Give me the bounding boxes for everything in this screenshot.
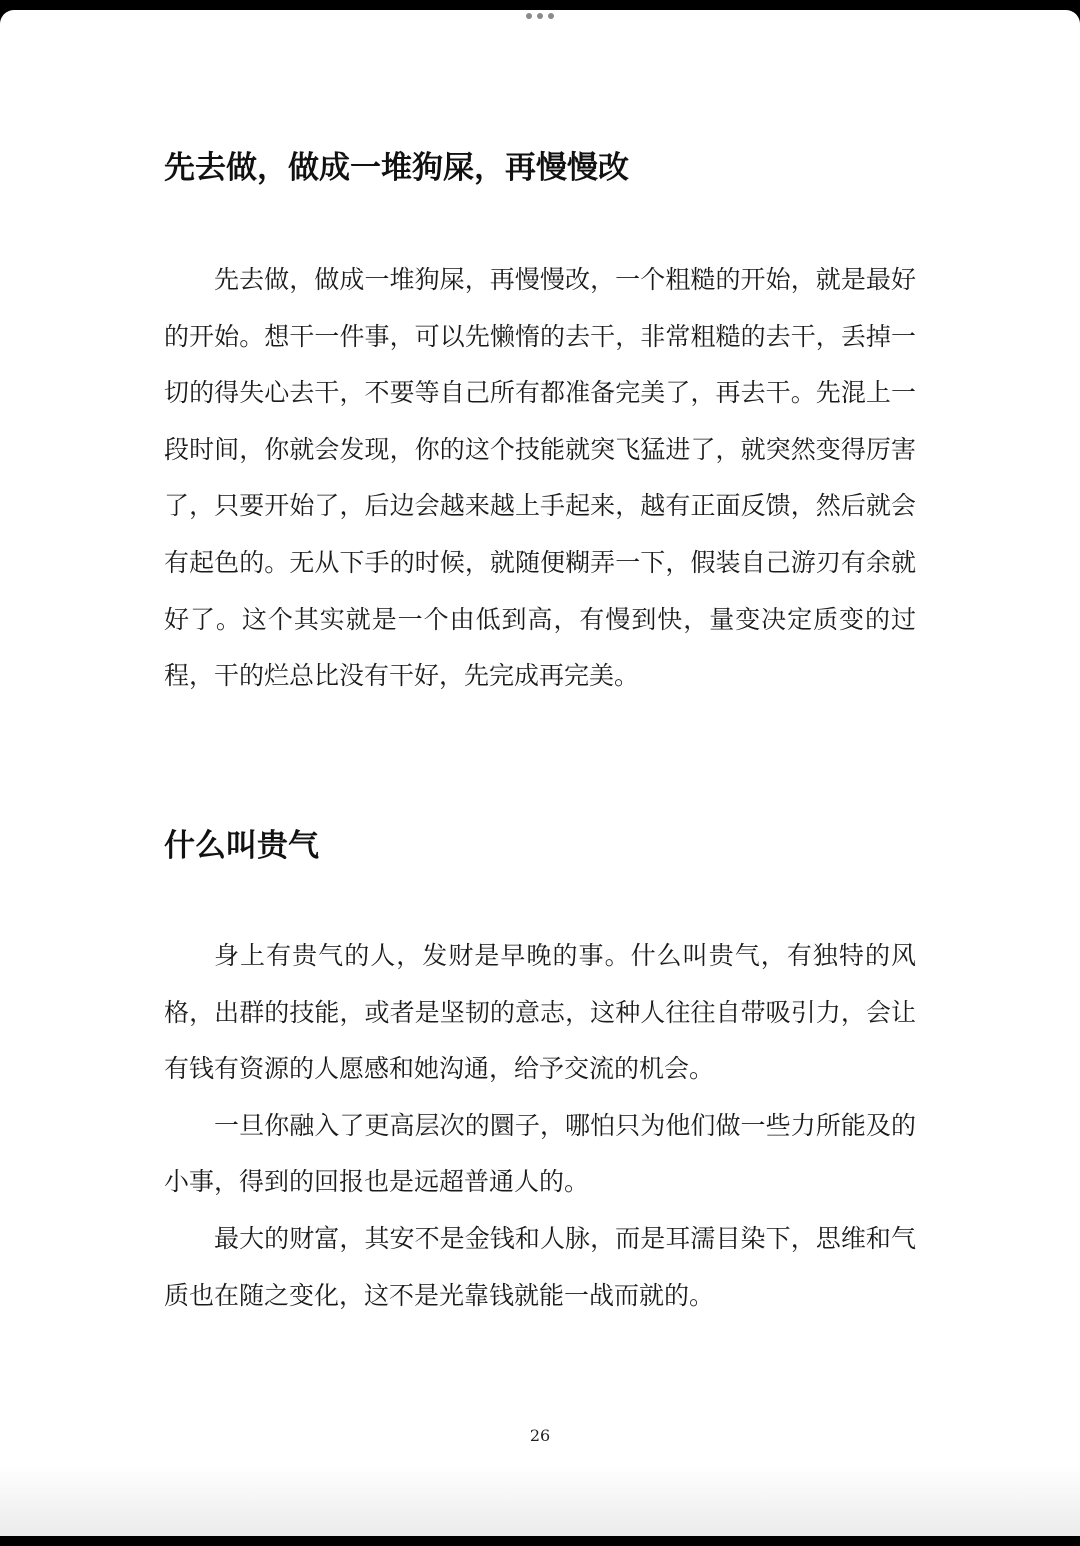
section-body [164,928,916,1324]
paragraph: 先去做，做成一堆狗屎，再慢慢改，一个粗糙的开始，就是最好的开始。想干一件事，可以先懒惰的去干，非常粗糙的去干，丢掉一切的得失心去干，不要等自己所有都准备完美了，再去干。先混上一段时间，你就会发现，你的这个技能就突飞猛进了，就突然变得厉害了，只要开始了，后边会越来越上手起来，越有正面反馈，然后就会有起色的。无从下手的时候，就随便糊弄一下，假装自己游刃有余就好了。这个其实就是一个由低到高，有慢到快，量变决定质变的过程，干的烂总比没有干好，先完成再完美。 [164,265,916,691]
dot [548,13,554,19]
more-horizontal-icon[interactable] [526,12,554,20]
section-title: 什么叫贵气 [164,828,319,864]
dot [537,13,543,19]
document-page [0,10,1080,1536]
section-body [164,252,916,705]
section-title: 先去做，做成一堆狗屎，再慢慢改 [164,150,629,186]
top-black-bar [0,0,1080,10]
paragraph: 最大的财富，其安不是金钱和人脉，而是耳濡目染下，思维和气质也在随之变化，这不是光靠钱就能一战而就的。 [164,1223,916,1310]
bottom-shadow [0,1466,1080,1536]
dot [526,13,532,19]
paragraph: 一旦你融入了更高层次的圜子，哪怕只为他们做一些力所能及的小事，得到的回报也是远超普通人的。 [164,1110,916,1197]
paragraph: 身上有贵气的人，发财是早晚的事。什么叫贵气，有独特的风格，出群的技能，或者是坚韧的意志，这种人往往自带吸引力，会让有钱有资源的人愿感和她沟通，给予交流的机会。 [164,941,916,1084]
page-number: 26 [529,1426,551,1445]
bottom-black-bar [0,1536,1080,1546]
